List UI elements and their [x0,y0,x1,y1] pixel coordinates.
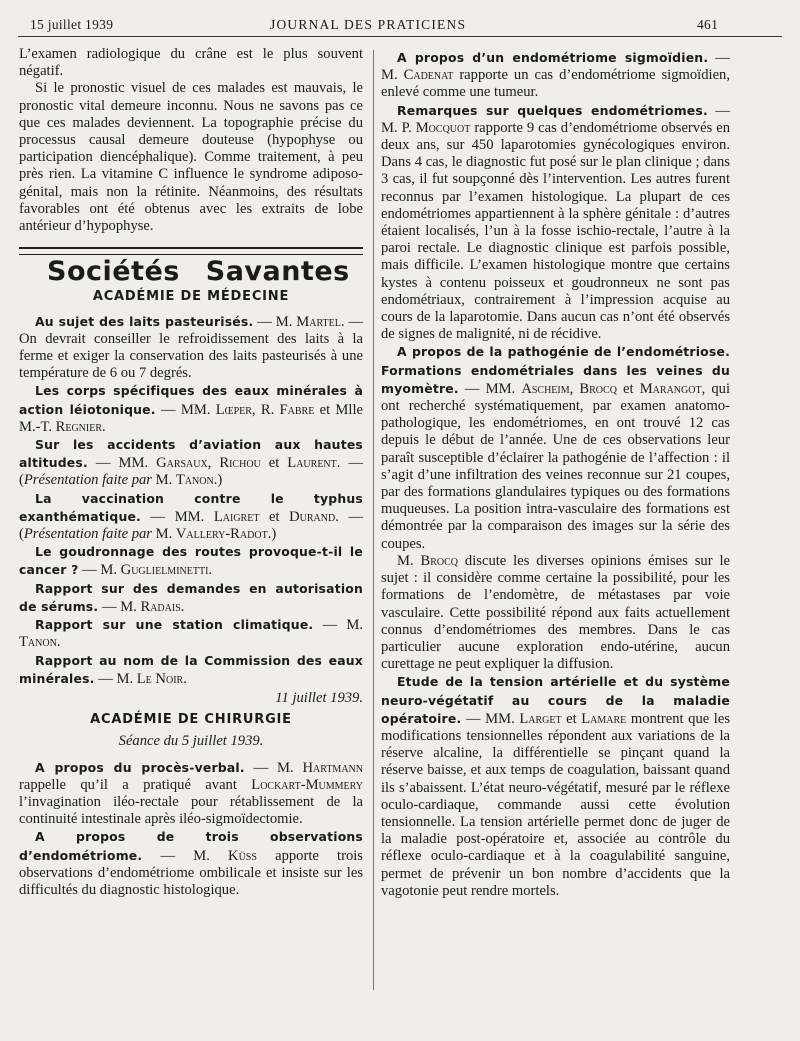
author: Lœper, R. Fabre [215,401,315,418]
left-column [19,46,363,899]
author: Lockart-Mummery [251,776,363,793]
entry-title: Rapport sur des demandes en autorisation de sérums. [19,580,363,614]
entry-title: Au sujet des laits pasteurisés. [35,313,254,329]
right-column [381,49,730,900]
entry: Remarques sur quelques endométriomes. — M. P. Mocquot rapporte 9 cas d’endométriome observés en deux ans, sur 450 laparotomies gynécologiques environ. Dans 4 cas, le diagnostic fut posé sur le plan clinique ; dans 3 cas, il fut soupçonné dès l’intervention. Les autres furent reconnus par l’examen histologique. La plupart de ces endométriomes appartiennent à la sphère génitale : d’autres étaient localisés, l’un à la fosse ischio-rectale, l’autre à la paroi rectale. Le diagnostic clinique est parfois possible, mais difficile. L’examen histologique montre que certains kystes à contenu poisseux et goudronneux ne sont pas endométriaux, contrairement à l’impression acquise au cours de la laparotomie. Dans aucun cas n’ont été observés de signes de malignité, ni de récidive. [381,102,730,343]
entry: Rapport au nom de la Commission des eaux minérales. — M. Le Noir. [19,652,363,687]
author: Martel [296,313,341,330]
paragraph: L’examen radiologique du crâne est le plus souvent négatif. [19,46,363,80]
author: Laurent [287,455,337,472]
entry-title: A propos du procès-verbal. [35,759,245,775]
author: Radais [140,598,181,615]
author: M.-T. Regnier [19,418,103,435]
author: Tanon [175,472,214,489]
entry-title: Remarques sur quelques endométriomes. [397,102,708,118]
entry: Rapport sur une station climatique. — M. Tanon. [19,617,364,651]
session-date: 11 juillet 1939. [275,689,363,706]
author: Guglielminetti [120,562,209,579]
entry: Sur les accidents d’aviation aux hautes altitudes. — MM. Garsaux, Richou et Laurent. — (Présentation faite par M. Tanon.) [19,437,363,489]
entry-title: Le goudronnage des routes provoque-t-il le cancer ? [19,544,363,578]
paragraph: Si le pronostic visuel de ces malades est mauvais, le pronostic vital demeure inconnu. Nous ne savons pas ce que ces malades deviennent. La topographie précise du processus causal demeure douteuse (hypophyse ou participation diencéphalique). Comme traitement, à peu près rien. La vitamine C influence le syndrome adiposo-génital, mais non la rétinite. Néanmoins, des résultats favorables ont été obtenus avec les extraits de lobe antérieur d’hypophyse. [19,80,363,235]
author: Durand [289,508,336,525]
header-page-number: 461 [697,17,719,32]
academy-heading: ACADÉMIE DE CHIRURGIE [90,712,292,728]
section-rule [19,247,363,255]
author: Ascheim, Brocq [521,380,617,397]
academy-heading: ACADÉMIE DE MÉDECINE [92,289,290,305]
entry-title: A propos de trois observations d’endométriome. [19,829,363,863]
entry: A propos du procès-verbal. — M. Hartmann rappelle qu’il a pratiqué avant Lockart-Mummery l’invagination iléo-rectale pour rétablissement de la continuité intestinale après iléo-sigmoïdectomie. [19,759,363,828]
author: Garsaux, Richou [156,455,261,472]
entry: Etude de la tension artérielle et du système neuro-végétatif au cours de la maladie opératoire. — MM. Larget et Lamare montrent que les modifications tensionnelles répondent aux variations de la réserve alcaline, la différentielle se pinçant quand la réserve baisse, et aux temps de coagulation, baissant quand ils s’abaissent. L’état neuro-végétatif, mesuré par le réflexe oculo-cardiaque, commande aussi cette évolution tensionnelle. La tension artérielle permet donc de juger de la maladie post-opératoire et, associée au contrôle du réflexe oculo-cardiaque et à la coagulabilité sanguine, permet de prévenir un bon nombre d’accidents que la vagotonie peut rendre mortels. [381,674,731,899]
section-title: Sociétés Savantes [47,256,350,288]
session-heading: Séance du 5 juillet 1939. [118,733,264,750]
entry-title: Sur les accidents d’aviation aux hautes altitudes. [19,437,363,471]
author: Lamare [581,710,627,727]
entry: Les corps spécifiques des eaux minérales à action léiotonique. — MM. Lœper, R. Fabre et Mlle M.-T. Regnier. [19,383,363,435]
entry-title: La vaccination contre le typhus exanthématique. [19,490,363,524]
entry: La vaccination contre le typhus exanthématique. — MM. Laigret et Durand. — (Présentation faite par M. Vallery-Radot.) [19,490,364,543]
author: Laigret [213,508,260,525]
author: Mocquot [415,119,471,136]
entry: Le goudronnage des routes provoque-t-il le cancer ? — M. Guglielminetti. [19,544,363,579]
author: Le Noir [136,670,184,687]
author: Hartmann [302,759,363,776]
header-rule [18,36,782,37]
entry-title: A propos d’un endométriome sigmoïdien. [397,50,709,65]
author: Brocq [420,552,459,569]
entry-title: Etude de la tension artérielle et du système neuro-végétatif au cours de la maladie opératoire. [381,674,730,726]
column-divider [373,50,374,990]
paragraph: M. Brocq discute les diverses opinions émises sur le sujet : il considère comme certaine la possibilité, pour les formations de l’endomètre, de métastases par voie vasculaire. Cette possibilité répond aux faits actuellement connus d’endométriomes des membres. Dans le cas particulier aucune exploration endo-utérine, aucun curettage ne peut expliquer la diffusion. [381,552,730,673]
header-date: 15 juillet 1939 [30,17,114,32]
page-header [0,0,800,40]
entry: Rapport sur des demandes en autorisation de sérums. — M. Radais. [19,580,363,615]
author: Marangot [639,380,702,397]
author: Tanon [19,634,57,651]
entry-title: A propos de la pathogénie de l’endométriose. Formations endométriales dans les veines du myomètre. [381,344,730,396]
entry-title: Rapport au nom de la Commission des eaux minérales. [19,652,363,686]
entry-title: Les corps spécifiques des eaux minérales à action léiotonique. [19,383,363,417]
entry: Au sujet des laits pasteurisés. — M. Martel. — On devrait conseiller le refroidissement des laits à la ferme et exiger la conservation des laits pasteurisés à une température de 6 ou 7 degrés. [19,313,363,382]
entry: A propos de la pathogénie de l’endométriose. Formations endométriales dans les veines du myomètre. — MM. Ascheim, Brocq et Marangot, qui ont recherché systématiquement, par examen anatomo-pathologique, les endométriomes, en ont trouvé 12 cas depuis le début de l’année. Une de ces observations leur paraît susceptible d’éclairer la pathogénie de l’affection : il s’agit d’une infiltration des veines reconnue sur 21 coupes, par des formations glandulaires typiques ou des formations muqueuses. La position intra-vasculaire des formations est démontrée par la comparaison des images sur la série des coupes. [381,344,730,552]
entry: A propos de trois observations d’endométriome. — M. Küss apporte trois observations d’endométriome ombilicale et insiste sur les difficultés du diagnostic histologique. [19,829,363,898]
author: Cadenat [403,67,454,84]
author: Vallery-Radot [175,526,268,543]
entry: A propos d’un endométriome sigmoïdien. — M. Cadenat rapporte un cas d’endométriome sigmoïdien, enlevé comme une tumeur. [381,50,731,101]
entry-title: Rapport sur une station climatique. [35,617,314,633]
author: Küss [228,847,257,864]
author: Larget [519,710,562,727]
header-journal-title: JOURNAL DES PRATICIENS [270,17,467,32]
